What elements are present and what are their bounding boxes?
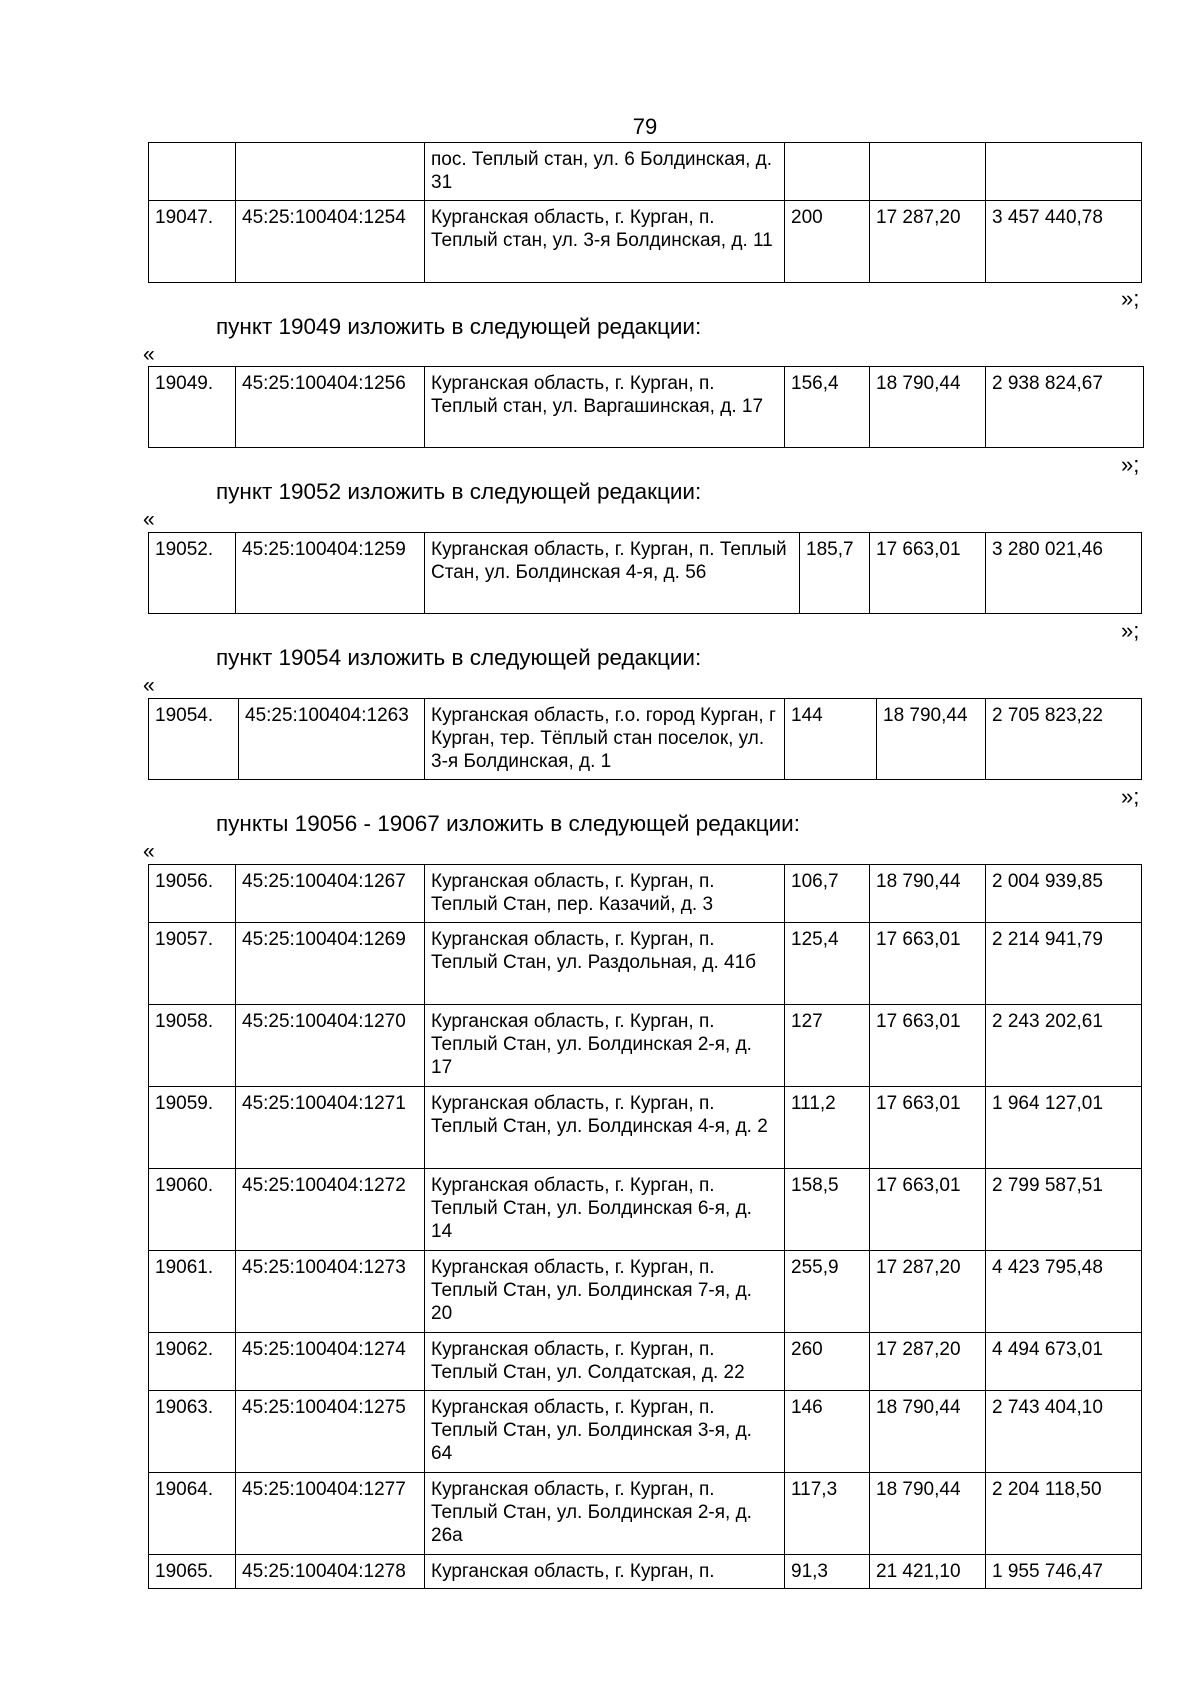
table-row [149, 1333, 1142, 1391]
cell-rate: 18 790,44 [870, 367, 986, 448]
cell-area: 158,5 [785, 1169, 870, 1251]
cell-row-number: 19060. [149, 1169, 236, 1251]
cell-rate: 18 790,44 [870, 1473, 986, 1555]
cell-cadastral-value: 4 494 673,01 [986, 1333, 1142, 1391]
cell-row-number: 19064. [149, 1473, 236, 1555]
cell-address: Курганская область, г. Курган, п. Теплый Стан, ул. Болдинская 4-я, д. 56 [425, 533, 800, 614]
cell-address: Курганская область, г. Курган, п. Теплый Стан, ул. Болдинская 7-я, д. 20 [425, 1251, 785, 1333]
table-1-body [149, 143, 1142, 283]
cell-rate: 17 287,20 [870, 201, 986, 283]
cell-area: 127 [785, 1005, 870, 1087]
instruction-19052: пункт 19052 изложить в следующей редакции: [216, 479, 702, 504]
cell-row-number: 19047. [149, 201, 236, 283]
registry-table-1 [148, 142, 1142, 283]
table-row [149, 1087, 1142, 1169]
cell-address: Курганская область, г. Курган, п. Теплый Стан, пер. Казачий, д. 3 [425, 865, 785, 923]
cell-cadastral-value: 2 705 823,22 [986, 699, 1142, 780]
cell-cadastral-value: 1 955 746,47 [986, 1555, 1142, 1589]
cell-rate: 17 663,01 [870, 533, 986, 614]
cell-cadastral-value [986, 143, 1142, 201]
cell-row-number: 19054. [149, 699, 239, 780]
cell-row-number: 19058. [149, 1005, 236, 1087]
cell-rate [870, 143, 986, 201]
cell-address: пос. Теплый стан, ул. 6 Болдинская, д. 31 [425, 143, 785, 201]
cell-rate: 17 663,01 [870, 1005, 986, 1087]
cell-cadastral-number: 45:25:100404:1263 [239, 699, 425, 780]
cell-row-number: 19052. [149, 533, 236, 614]
cell-row-number: 19049. [149, 367, 236, 448]
page-number: 79 [632, 114, 658, 139]
closing-quote-4: »; [1121, 784, 1140, 809]
cell-area [785, 143, 870, 201]
cell-rate: 21 421,10 [870, 1555, 986, 1589]
cell-address: Курганская область, г. Курган, п. Теплый Стан, ул. Болдинская 6-я, д. 14 [425, 1169, 785, 1251]
cell-cadastral-value: 2 243 202,61 [986, 1005, 1142, 1087]
cell-area: 91,3 [785, 1555, 870, 1589]
registry-table-5 [148, 864, 1142, 1589]
cell-row-number: 19062. [149, 1333, 236, 1391]
cell-rate: 17 663,01 [870, 1169, 986, 1251]
closing-quote-2: »; [1121, 452, 1140, 477]
cell-row-number: 19061. [149, 1251, 236, 1333]
instruction-19054: пункт 19054 изложить в следующей редакции: [216, 645, 702, 670]
cell-cadastral-number: 45:25:100404:1271 [236, 1087, 425, 1169]
cell-cadastral-value: 2 214 941,79 [986, 923, 1142, 1005]
cell-cadastral-number: 45:25:100404:1267 [236, 865, 425, 923]
cell-address: Курганская область, г. Курган, п. Теплый Стан, ул. Болдинская 2-я, д. 26а [425, 1473, 785, 1555]
cell-rate: 17 287,20 [870, 1251, 986, 1333]
cell-row-number: 19063. [149, 1391, 236, 1473]
cell-cadastral-value: 1 964 127,01 [986, 1087, 1142, 1169]
cell-rate: 18 790,44 [877, 699, 986, 780]
cell-cadastral-number: 45:25:100404:1272 [236, 1169, 425, 1251]
registry-table-2 [148, 366, 1144, 448]
cell-cadastral-number: 45:25:100404:1275 [236, 1391, 425, 1473]
cell-area: 117,3 [785, 1473, 870, 1555]
registry-table-4 [148, 698, 1142, 780]
cell-area: 106,7 [785, 865, 870, 923]
cell-row-number: 19065. [149, 1555, 236, 1589]
cell-address: Курганская область, г.о. город Курган, г Курган, тер. Тёплый стан поселок, ул. 3-я Болдинская, д. 1 [425, 699, 785, 780]
cell-rate: 17 663,01 [870, 923, 986, 1005]
cell-cadastral-value: 3 280 021,46 [986, 533, 1142, 614]
instruction-19056-19067: пункты 19056 - 19067 изложить в следующей редакции: [216, 811, 800, 836]
cell-cadastral-value: 2 799 587,51 [986, 1169, 1142, 1251]
opening-quote-2: « [143, 343, 155, 366]
cell-rate: 17 287,20 [870, 1333, 986, 1391]
table-3-body [149, 533, 1142, 614]
table-row [149, 1555, 1142, 1589]
closing-quote-3: »; [1121, 618, 1140, 643]
cell-rate: 17 663,01 [870, 1087, 986, 1169]
cell-cadastral-number: 45:25:100404:1256 [236, 367, 425, 448]
cell-area: 185,7 [800, 533, 870, 614]
cell-area: 125,4 [785, 923, 870, 1005]
cell-row-number: 19059. [149, 1087, 236, 1169]
cell-cadastral-value: 2 204 118,50 [986, 1473, 1142, 1555]
cell-cadastral-value: 3 457 440,78 [986, 201, 1142, 283]
cell-area: 156,4 [785, 367, 870, 448]
registry-table-3 [148, 532, 1142, 614]
table-row [149, 865, 1142, 923]
cell-area: 255,9 [785, 1251, 870, 1333]
table-row [149, 367, 1144, 448]
cell-address: Курганская область, г. Курган, п. [425, 1555, 785, 1589]
opening-quote-5: « [143, 840, 155, 863]
cell-cadastral-number: 45:25:100404:1277 [236, 1473, 425, 1555]
cell-cadastral-number: 45:25:100404:1274 [236, 1333, 425, 1391]
cell-cadastral-value: 2 743 404,10 [986, 1391, 1142, 1473]
table-row [149, 533, 1142, 614]
cell-cadastral-number: 45:25:100404:1259 [236, 533, 425, 614]
cell-address: Курганская область, г. Курган, п. Теплый Стан, ул. Болдинская 4-я, д. 2 [425, 1087, 785, 1169]
table-5-body [149, 865, 1142, 1589]
table-row [149, 143, 1142, 201]
cell-row-number: 19056. [149, 865, 236, 923]
table-row [149, 1391, 1142, 1473]
cell-cadastral-number: 45:25:100404:1254 [236, 201, 425, 283]
cell-area: 111,2 [785, 1087, 870, 1169]
cell-cadastral-number: 45:25:100404:1269 [236, 923, 425, 1005]
cell-area: 200 [785, 201, 870, 283]
cell-cadastral-number [236, 143, 425, 201]
cell-row-number: 19057. [149, 923, 236, 1005]
cell-cadastral-number: 45:25:100404:1278 [236, 1555, 425, 1589]
cell-rate: 18 790,44 [870, 865, 986, 923]
cell-address: Курганская область, г. Курган, п. Теплый Стан, ул. Раздольная, д. 41б [425, 923, 785, 1005]
cell-cadastral-number: 45:25:100404:1270 [236, 1005, 425, 1087]
table-2-body [149, 367, 1144, 448]
cell-cadastral-value: 2 938 824,67 [986, 367, 1144, 448]
cell-area: 146 [785, 1391, 870, 1473]
cell-cadastral-number: 45:25:100404:1273 [236, 1251, 425, 1333]
table-4-body [149, 699, 1142, 780]
opening-quote-3: « [143, 508, 155, 531]
table-row [149, 1473, 1142, 1555]
table-row [149, 1169, 1142, 1251]
table-row [149, 923, 1142, 1005]
cell-address: Курганская область, г. Курган, п. Теплый Стан, ул. Солдатская, д. 22 [425, 1333, 785, 1391]
cell-address: Курганская область, г. Курган, п. Теплый стан, ул. Варгашинская, д. 17 [425, 367, 785, 448]
cell-area: 144 [785, 699, 877, 780]
table-row [149, 699, 1142, 780]
instruction-19049: пункт 19049 изложить в следующей редакции: [216, 314, 702, 339]
table-row [149, 1251, 1142, 1333]
cell-cadastral-value: 2 004 939,85 [986, 865, 1142, 923]
cell-address: Курганская область, г. Курган, п. Теплый стан, ул. 3-я Болдинская, д. 11 [425, 201, 785, 283]
closing-quote-1: »; [1121, 286, 1140, 311]
cell-row-number [149, 143, 236, 201]
cell-rate: 18 790,44 [870, 1391, 986, 1473]
cell-address: Курганская область, г. Курган, п. Теплый Стан, ул. Болдинская 3-я, д. 64 [425, 1391, 785, 1473]
cell-cadastral-value: 4 423 795,48 [986, 1251, 1142, 1333]
table-row [149, 201, 1142, 283]
opening-quote-4: « [143, 674, 155, 697]
cell-area: 260 [785, 1333, 870, 1391]
cell-address: Курганская область, г. Курган, п. Теплый Стан, ул. Болдинская 2-я, д. 17 [425, 1005, 785, 1087]
table-row [149, 1005, 1142, 1087]
